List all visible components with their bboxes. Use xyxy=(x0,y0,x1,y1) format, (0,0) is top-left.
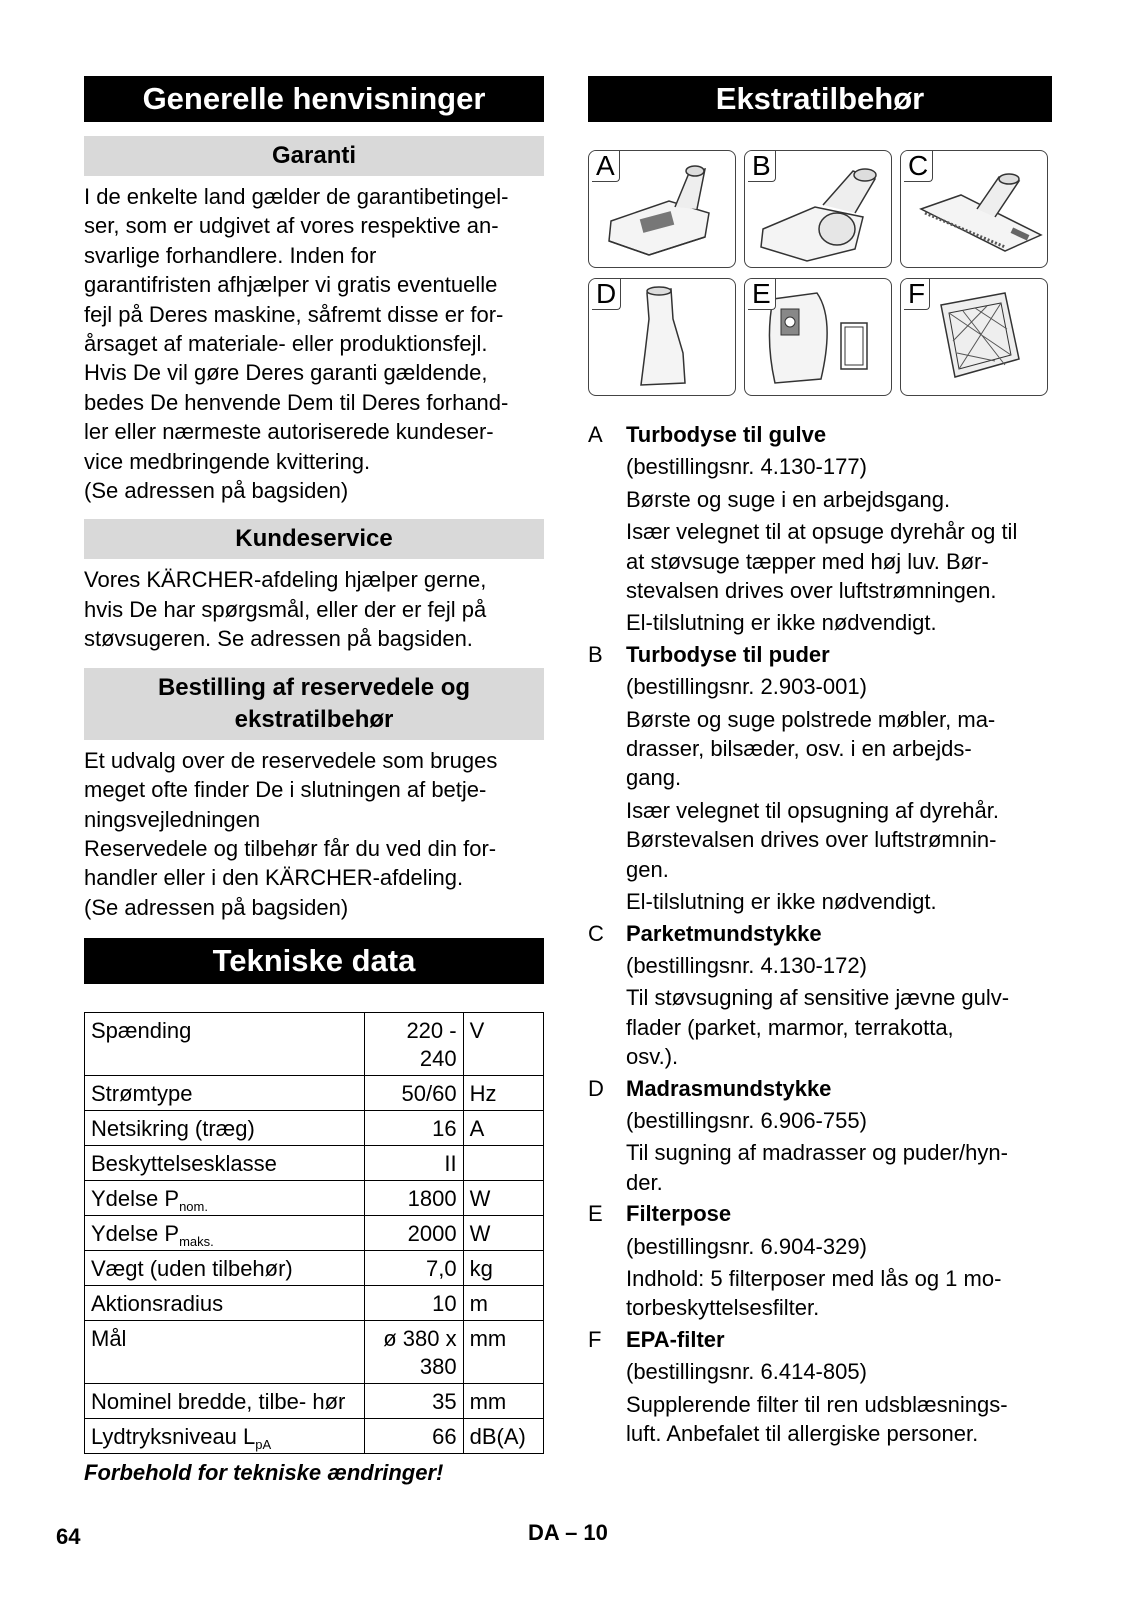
text-line: ler eller nærmeste autoriserede kundeser- xyxy=(84,419,494,445)
tech-row xyxy=(85,1321,544,1384)
tech-unit: V xyxy=(463,1013,543,1076)
tile-b xyxy=(744,150,892,268)
text-line: handler eller i den KÄRCHER-afdeling. xyxy=(84,865,464,891)
text-line: svarlige forhandlere. Inden for xyxy=(84,242,377,268)
tech-label-cell xyxy=(85,1111,365,1146)
accessories-heading: Ekstratilbehør xyxy=(588,76,1052,122)
tech-label-cell xyxy=(85,1216,365,1251)
accessory-item xyxy=(588,1325,1052,1449)
item-description xyxy=(626,705,1052,793)
tech-row xyxy=(85,1181,544,1216)
tech-label-cell xyxy=(85,1146,365,1181)
section-heading: Bestilling af reservedele og ekstratilbehør xyxy=(84,668,544,740)
tech-value: 220 - 240 xyxy=(364,1013,463,1076)
item-letter: F xyxy=(588,1326,602,1352)
item-description xyxy=(626,517,1052,605)
text-line: I de enkelte land gælder de garantibetingel- xyxy=(84,184,509,209)
item-title: EPA-filter xyxy=(626,1326,725,1352)
item-letter: E xyxy=(588,1201,603,1227)
tech-data-table xyxy=(84,1012,544,1454)
accessory-item xyxy=(588,640,1052,917)
tech-unit: kg xyxy=(463,1251,543,1286)
text-line: vice medbringende kvittering. xyxy=(84,448,371,474)
tech-label: Spænding xyxy=(91,1018,192,1044)
tech-value: 10 xyxy=(364,1286,463,1321)
tech-label: Lydtryksniveau L xyxy=(91,1424,256,1450)
tech-label: Netsikring (træg) xyxy=(91,1116,255,1142)
item-description xyxy=(626,1138,1052,1197)
tech-label: Ydelse P xyxy=(91,1186,180,1212)
tech-value: 1800 xyxy=(364,1181,463,1216)
tech-row xyxy=(85,1146,544,1181)
text-line: Til støvsugning af sensitive jævne gulv- xyxy=(626,985,1010,1011)
tech-unit: W xyxy=(463,1181,543,1216)
text-line: ningsvejledningen xyxy=(84,806,261,832)
tech-label-cell xyxy=(85,1286,365,1321)
tech-data-heading: Tekniske data xyxy=(84,938,544,984)
text-line: garantifristen afhjælper vi gratis eventuelle xyxy=(84,272,498,298)
tile-c xyxy=(900,150,1048,268)
tech-value: 66 xyxy=(364,1419,463,1454)
text-line: torbeskyttelsesfilter. xyxy=(626,1295,820,1321)
tech-row xyxy=(85,1286,544,1321)
item-title: Turbodyse til puder xyxy=(626,641,830,667)
item-description xyxy=(626,887,1052,916)
tile-a xyxy=(588,150,736,268)
item-description xyxy=(626,1390,1052,1449)
text-line: gang. xyxy=(626,765,682,791)
text-line: Til sugning af madrasser og puder/hyn- xyxy=(626,1140,1008,1166)
tech-label: Aktionsradius xyxy=(91,1291,224,1317)
tech-value: 7,0 xyxy=(364,1251,463,1286)
text-line: drasser, bilsæder, osv. i en arbejds- xyxy=(626,736,972,762)
text-line: El-tilslutning er ikke nødvendigt. xyxy=(626,610,937,636)
text-line: El-tilslutning er ikke nødvendigt. xyxy=(626,889,937,915)
tech-value: 16 xyxy=(364,1111,463,1146)
tile-letter: A xyxy=(592,151,620,182)
tile-f xyxy=(900,278,1048,396)
text-line: Børste og suge i en arbejdsgang. xyxy=(626,486,951,512)
tech-value: II xyxy=(364,1146,463,1181)
text-line: Hvis De vil gøre Deres garanti gældende, xyxy=(84,360,488,386)
tech-value: 35 xyxy=(364,1384,463,1419)
tech-unit: W xyxy=(463,1216,543,1251)
tech-label-cell xyxy=(85,1251,365,1286)
tech-unit: mm xyxy=(463,1321,543,1384)
text-line: flader (parket, marmor, terrakotta, xyxy=(626,1014,954,1040)
item-order-number: (bestillingsnr. 6.904-329) xyxy=(626,1233,867,1259)
text-line: Børste og suge polstrede møbler, ma- xyxy=(626,706,996,732)
tech-value: 2000 xyxy=(364,1216,463,1251)
item-order-number: (bestillingsnr. 2.903-001) xyxy=(626,674,867,700)
tech-value: 50/60 xyxy=(364,1076,463,1111)
text-line: Indhold: 5 filterposer med lås og 1 mo- xyxy=(626,1265,1002,1291)
text-line: meget ofte finder De i slutningen af betje- xyxy=(84,777,487,803)
tech-label: Beskyttelsesklasse xyxy=(91,1151,277,1177)
item-letter: A xyxy=(588,422,603,447)
tech-label-cell xyxy=(85,1181,365,1216)
item-description xyxy=(626,1264,1052,1323)
item-title: Filterpose xyxy=(626,1201,732,1227)
tech-value: ø 380 x 380 xyxy=(364,1321,463,1384)
tech-label-subscript: maks. xyxy=(179,1234,214,1250)
right-column xyxy=(588,76,1052,1450)
item-description xyxy=(626,796,1052,884)
tile-letter: E xyxy=(748,279,776,310)
tech-label-subscript: pA xyxy=(255,1437,272,1453)
text-line: ser, som er udgivet af vores respektive an- xyxy=(84,213,499,239)
item-description xyxy=(626,608,1052,637)
tech-row xyxy=(85,1013,544,1076)
text-line: at støvsuge tæpper med høj luv. Bør- xyxy=(626,548,989,574)
section-paragraph xyxy=(84,182,544,505)
tech-label-cell xyxy=(85,1321,365,1384)
tech-unit: Hz xyxy=(463,1076,543,1111)
accessory-item xyxy=(588,919,1052,1072)
tech-label: Ydelse P xyxy=(91,1221,180,1247)
item-order-number: (bestillingsnr. 6.906-755) xyxy=(626,1107,867,1133)
tech-footnote: Forbehold for tekniske ændringer! xyxy=(84,1460,444,1486)
text-line: Reservedele og tilbehør får du ved din for- xyxy=(84,835,497,861)
tile-letter: F xyxy=(904,279,930,310)
tech-label: Vægt (uden tilbehør) xyxy=(91,1256,293,1282)
tech-label: Nominel bredde, tilbe- hør xyxy=(91,1389,346,1415)
text-line: Især velegnet til at opsuge dyrehår og til xyxy=(626,519,1018,545)
tech-label-subscript: nom. xyxy=(179,1199,208,1215)
text-line: Børstevalsen drives over luftstrømnin- xyxy=(626,827,997,853)
accessory-item xyxy=(588,420,1052,638)
text-line: fejl på Deres maskine, såfremt disse er for- xyxy=(84,301,504,327)
tile-d xyxy=(588,278,736,396)
text-line: gen. xyxy=(626,856,669,882)
accessory-list xyxy=(588,420,1052,1448)
section-paragraph xyxy=(84,746,544,922)
text-line: hvis De har spørgsmål, eller der er fejl på xyxy=(84,596,487,622)
tech-label: Mål xyxy=(91,1326,127,1352)
text-line: støvsugeren. Se adressen på bagsiden. xyxy=(84,626,473,652)
text-line: stevalsen drives over luftstrømningen. xyxy=(626,578,997,604)
tech-row xyxy=(85,1384,544,1419)
tech-label-cell xyxy=(85,1013,365,1076)
text-line: Supplerende filter til ren udsblæsnings- xyxy=(626,1391,1008,1417)
item-title: Turbodyse til gulve xyxy=(626,422,827,447)
section-heading: Kundeservice xyxy=(84,519,544,559)
tech-label: Strømtype xyxy=(91,1081,193,1107)
section-heading: Garanti xyxy=(84,136,544,176)
item-description xyxy=(626,485,1052,514)
item-letter: C xyxy=(588,920,604,946)
item-title: Parketmundstykke xyxy=(626,920,822,946)
language-page-label: DA – 10 xyxy=(528,1520,608,1545)
text-line: osv.). xyxy=(626,1044,679,1070)
text-line: Vores KÄRCHER-afdeling hjælper gerne, xyxy=(84,567,487,593)
text-line: Især velegnet til opsugning af dyrehår. xyxy=(626,797,1000,823)
tech-label-cell xyxy=(85,1076,365,1111)
text-line: (Se adressen på bagsiden) xyxy=(84,894,349,920)
page-number: 64 xyxy=(56,1524,81,1549)
text-line: luft. Anbefalet til allergiske personer. xyxy=(626,1421,979,1446)
tech-row xyxy=(85,1216,544,1251)
tile-letter: B xyxy=(748,151,776,182)
tech-unit: mm xyxy=(463,1384,543,1419)
tile-e xyxy=(744,278,892,396)
tech-row xyxy=(85,1111,544,1146)
text-line: Et udvalg over de reservedele som bruges xyxy=(84,747,498,773)
tech-label-cell xyxy=(85,1419,365,1454)
item-order-number: (bestillingsnr. 4.130-177) xyxy=(626,454,867,480)
item-letter: B xyxy=(588,641,603,667)
section-paragraph xyxy=(84,565,544,653)
item-description xyxy=(626,983,1052,1071)
tech-unit: m xyxy=(463,1286,543,1321)
text-line: (Se adressen på bagsiden) xyxy=(84,478,349,504)
accessory-item xyxy=(588,1074,1052,1198)
tile-letter: D xyxy=(592,279,621,310)
tile-letter: C xyxy=(904,151,933,182)
text-line: årsaget af materiale- eller produktionsfejl. xyxy=(84,331,488,357)
tech-label-cell xyxy=(85,1384,365,1419)
tech-row xyxy=(85,1419,544,1454)
accessory-images xyxy=(588,150,1052,396)
text-line: bedes De henvende Dem til Deres forhand- xyxy=(84,389,509,415)
left-column xyxy=(84,76,544,1486)
tech-unit: dB(A) xyxy=(463,1419,543,1454)
accessory-item xyxy=(588,1199,1052,1323)
general-notes-heading: Generelle henvisninger xyxy=(84,76,544,122)
tech-unit: A xyxy=(463,1111,543,1146)
item-letter: D xyxy=(588,1075,604,1101)
text-line: der. xyxy=(626,1169,663,1195)
tech-unit xyxy=(463,1146,543,1181)
item-title: Madrasmundstykke xyxy=(626,1075,832,1101)
left-sections xyxy=(84,136,544,922)
tech-row xyxy=(85,1251,544,1286)
item-order-number: (bestillingsnr. 4.130-172) xyxy=(626,952,867,978)
item-order-number: (bestillingsnr. 6.414-805) xyxy=(626,1359,867,1385)
tech-row xyxy=(85,1076,544,1111)
